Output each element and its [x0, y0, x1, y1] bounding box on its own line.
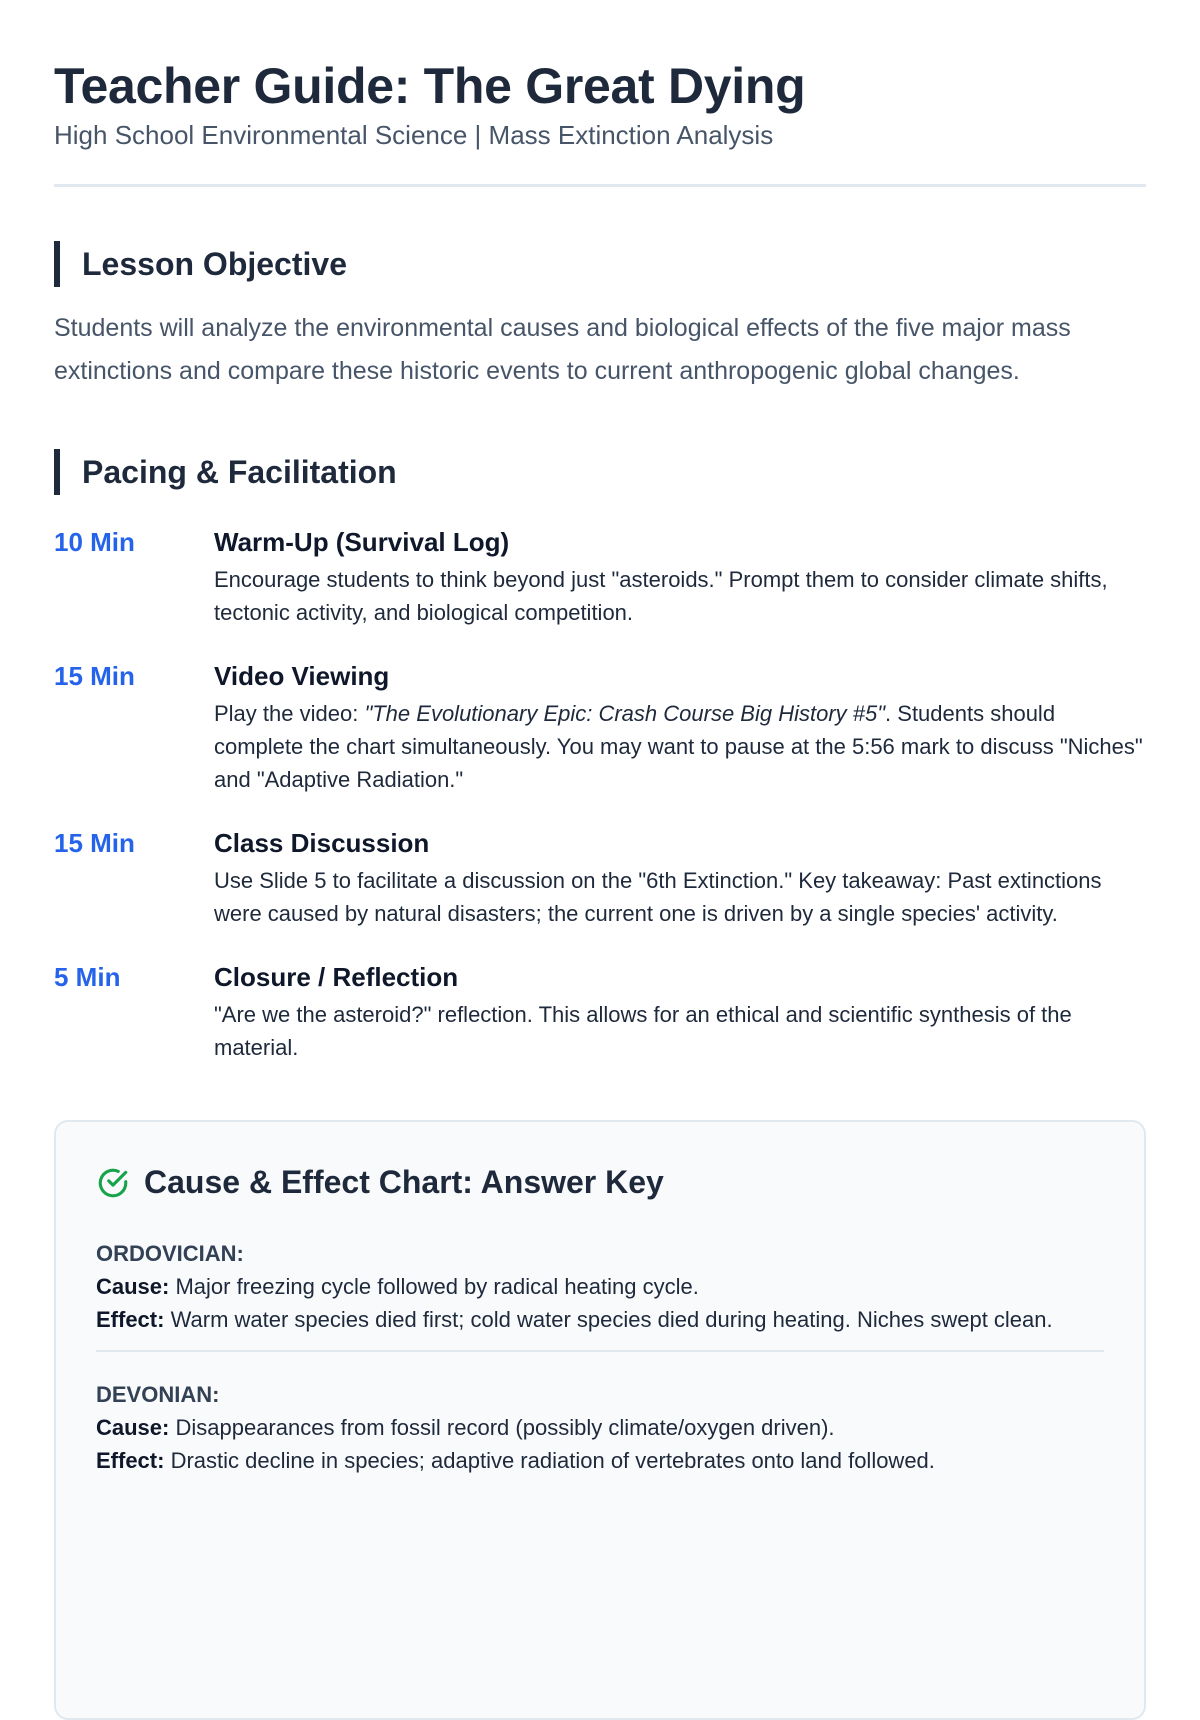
answer-key-title: Cause & Effect Chart: Answer Key [144, 1164, 664, 1200]
pacing-time: 10 Min [54, 527, 135, 557]
lesson-objective-text: Students will analyze the environmental causes and biological effects of the five major mass extinctions and compare these historic events to current anthropogenic global changes. [54, 314, 1071, 385]
pacing-section [54, 449, 1146, 1064]
pacing-description: "Are we the asteroid?" reflection. This allows for an ethical and scientific synthesis of the material. [214, 1002, 1072, 1060]
pacing-item-closure [54, 960, 1146, 1064]
pacing-item-discussion [54, 826, 1146, 930]
check-circle-icon [96, 1166, 130, 1200]
pacing-body [214, 960, 1146, 1064]
era-divider [96, 1350, 1104, 1352]
page-title: Teacher Guide: The Great Dying [54, 58, 806, 114]
lesson-objective-section [54, 241, 1146, 393]
pacing-description: Use Slide 5 to facilitate a discussion on the "6th Extinction." Key takeaway: Past extinctions were caused by natural disasters; the current one is driven by a single species' activity. [214, 868, 1102, 926]
pacing-description [214, 697, 1146, 796]
era-devonian [96, 1378, 1104, 1477]
pacing-title: Class Discussion [214, 828, 430, 858]
effect-label: Effect: [96, 1448, 165, 1473]
pacing-body [214, 826, 1146, 930]
era-name: DEVONIAN: [96, 1382, 220, 1407]
era-effect [96, 1444, 1104, 1477]
pacing-title: Warm-Up (Survival Log) [214, 527, 510, 557]
effect-text: Drastic decline in species; adaptive radiation of vertebrates onto land followed. [170, 1448, 935, 1473]
pacing-description: Encourage students to think beyond just "asteroids." Prompt them to consider climate shifts, tectonic activity, and biological competition. [214, 567, 1108, 625]
pacing-heading: Pacing & Facilitation [54, 449, 1146, 495]
pacing-time: 15 Min [54, 828, 135, 858]
effect-label: Effect: [96, 1307, 165, 1332]
pacing-body [214, 525, 1146, 629]
pacing-time: 15 Min [54, 661, 135, 691]
era-name: ORDOVICIAN: [96, 1241, 244, 1266]
era-effect [96, 1303, 1104, 1336]
pacing-item-warm-up [54, 525, 1146, 629]
video-title: "The Evolutionary Epic: Crash Course Big History #5" [364, 701, 886, 726]
effect-text: Warm water species died first; cold water species died during heating. Niches swept clean. [170, 1307, 1053, 1332]
cause-text: Major freezing cycle followed by radical heating cycle. [175, 1274, 699, 1299]
pacing-description-intro: Play the video: [214, 701, 365, 726]
pacing-description-rest: . Students should complete the chart simultaneously. You may want to pause at the 5:56 mark to discuss "Niches" and "Adaptive Radiation." [214, 701, 1143, 792]
pacing-time: 5 Min [54, 962, 121, 992]
pacing-item-video [54, 659, 1146, 796]
pacing-list [54, 525, 1146, 1064]
answer-key-heading [96, 1164, 1104, 1201]
pacing-title: Video Viewing [214, 661, 390, 691]
era-cause [96, 1411, 1104, 1444]
cause-label: Cause: [96, 1274, 170, 1299]
document-header [54, 56, 1146, 187]
pacing-body [214, 659, 1146, 796]
answer-key-card [54, 1120, 1146, 1720]
era-ordovician [96, 1237, 1104, 1336]
cause-label: Cause: [96, 1415, 170, 1440]
era-cause [96, 1270, 1104, 1303]
cause-text: Disappearances from fossil record (possibly climate/oxygen driven). [175, 1415, 835, 1440]
pacing-title: Closure / Reflection [214, 962, 459, 992]
page-subtitle: High School Environmental Science | Mass Extinction Analysis [54, 120, 774, 150]
lesson-objective-heading: Lesson Objective [54, 241, 1146, 287]
